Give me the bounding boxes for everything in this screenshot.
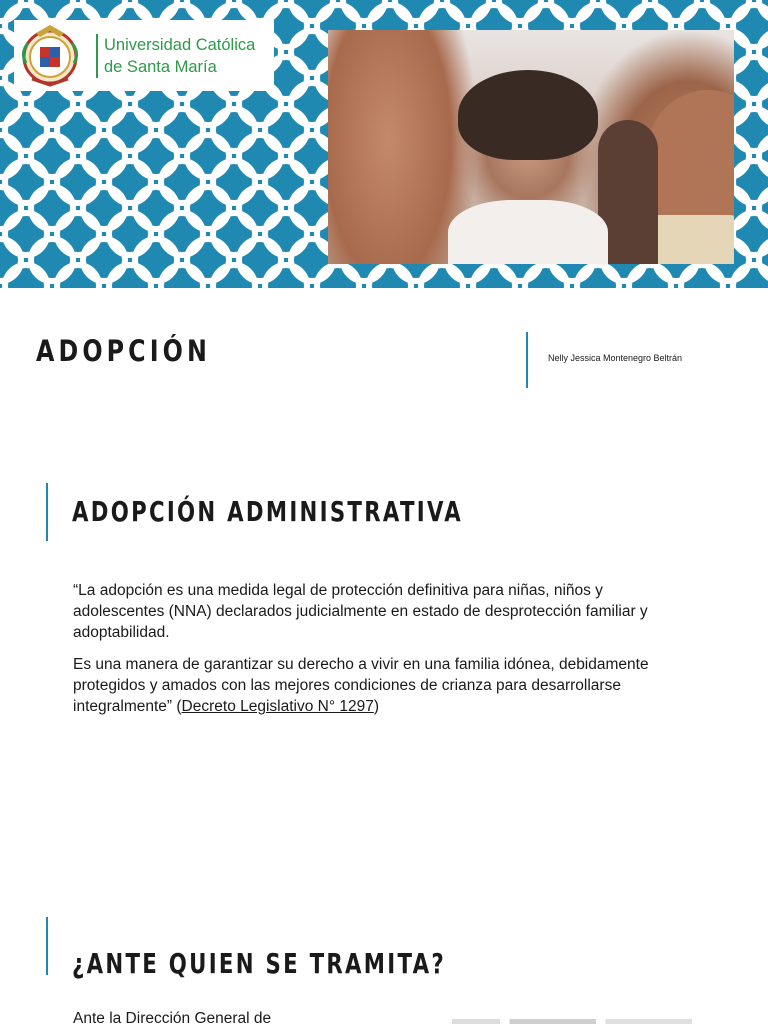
- title-divider: [526, 332, 528, 388]
- author-name: Nelly Jessica Montenegro Beltrán: [548, 353, 683, 363]
- page-title: ADOPCIÓN: [36, 334, 212, 368]
- section-heading-adopcion-administrativa: ADOPCIÓN ADMINISTRATIVA: [72, 495, 464, 528]
- section-accent-bar-2: [46, 917, 48, 975]
- rights-paragraph: [73, 654, 683, 717]
- partial-paragraph: Ante la Dirección General de: [73, 1010, 272, 1024]
- rights-paragraph-close: ): [373, 698, 380, 715]
- decreto-legislativo-link[interactable]: Decreto Legislativo N° 1297: [181, 698, 374, 715]
- header-banner: [0, 0, 768, 288]
- adoption-photo: [328, 30, 734, 264]
- university-crest-icon: [18, 23, 82, 89]
- photo-child-hair: [458, 70, 598, 160]
- university-logo: [14, 20, 274, 91]
- university-name-line1: Universidad Católica: [104, 35, 256, 54]
- rights-paragraph-text: Es una manera de garantizar su derecho a vivir en una familia idónea, debidamente protegidos y amados con las mejores condiciones de crianza para desarrollarse integralmente” (: [73, 656, 649, 715]
- photo-child-shirt: [448, 200, 608, 264]
- university-name-line2: de Santa María: [104, 57, 217, 76]
- section-accent-bar: [46, 483, 48, 541]
- definition-paragraph: “La adopción es una medida legal de protección definitiva para niñas, niños y adolescentes (NNA) declarados judicialmente en estado de desprotección familiar y adoptabilidad.: [73, 582, 648, 641]
- partial-image-strip: [452, 1019, 692, 1024]
- section-heading-ante-quien: ¿ANTE QUIEN SE TRAMITA?: [72, 947, 446, 980]
- university-name: [96, 34, 255, 78]
